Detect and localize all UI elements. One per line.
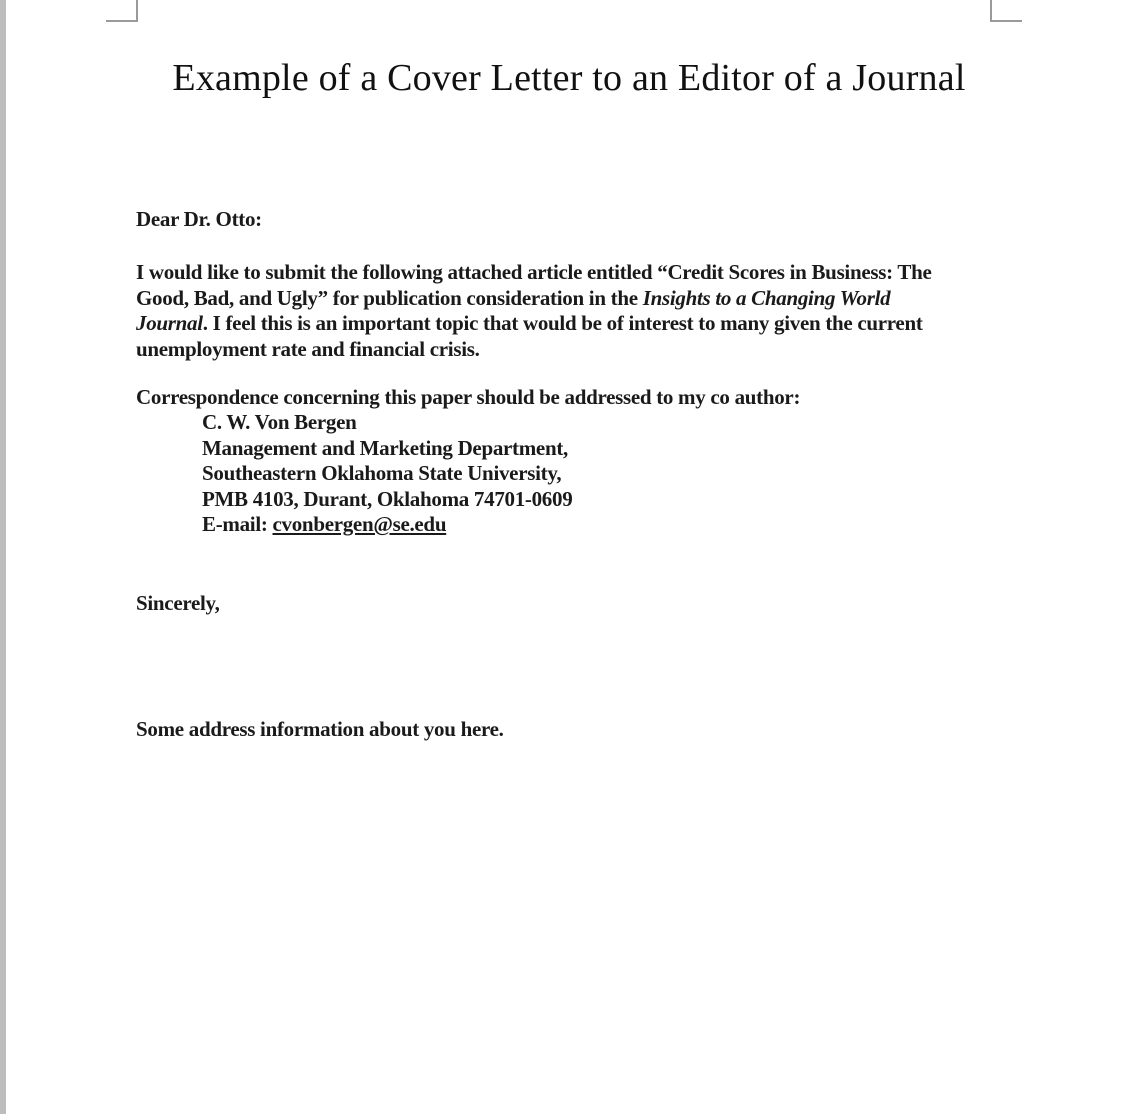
document-title: Example of a Cover Letter to an Editor of a Journal	[172, 57, 966, 99]
correspondence-intro: Correspondence concerning this paper should be addressed to my co author:	[136, 385, 801, 409]
coauthor-street: PMB 4103, Durant, Oklahoma 74701-0609	[202, 486, 573, 511]
coauthor-name: C. W. Von Bergen	[202, 410, 357, 434]
page-left-border	[0, 0, 6, 1114]
margin-corner-mark-left	[106, 0, 138, 22]
paragraph-part-1: I would like to submit the following attached article entitled “Credit Scores in Business: The Good, Bad, and Ugly” for publication consideration in the	[136, 260, 932, 310]
letter-body-paragraph	[136, 260, 966, 362]
coauthor-address-block	[202, 410, 572, 538]
coauthor-email-line	[202, 512, 572, 538]
letter-salutation: Dear Dr. Otto:	[136, 207, 262, 231]
email-link[interactable]: cvonbergen@se.edu	[272, 512, 447, 536]
email-label: E-mail:	[202, 512, 273, 536]
coauthor-university: Southeastern Oklahoma State University,	[202, 461, 562, 485]
paragraph-part-2: . I feel this is an important topic that would be of interest to many given the current unemployment rate and financial crisis.	[136, 311, 923, 361]
coauthor-department: Management and Marketing Department,	[202, 435, 568, 460]
journal-name: Insights to a Changing World Journal	[136, 285, 891, 335]
letter-closing: Sincerely,	[136, 591, 220, 615]
sender-address-note: Some address information about you here.	[136, 717, 504, 741]
margin-corner-mark-right	[990, 0, 1022, 22]
